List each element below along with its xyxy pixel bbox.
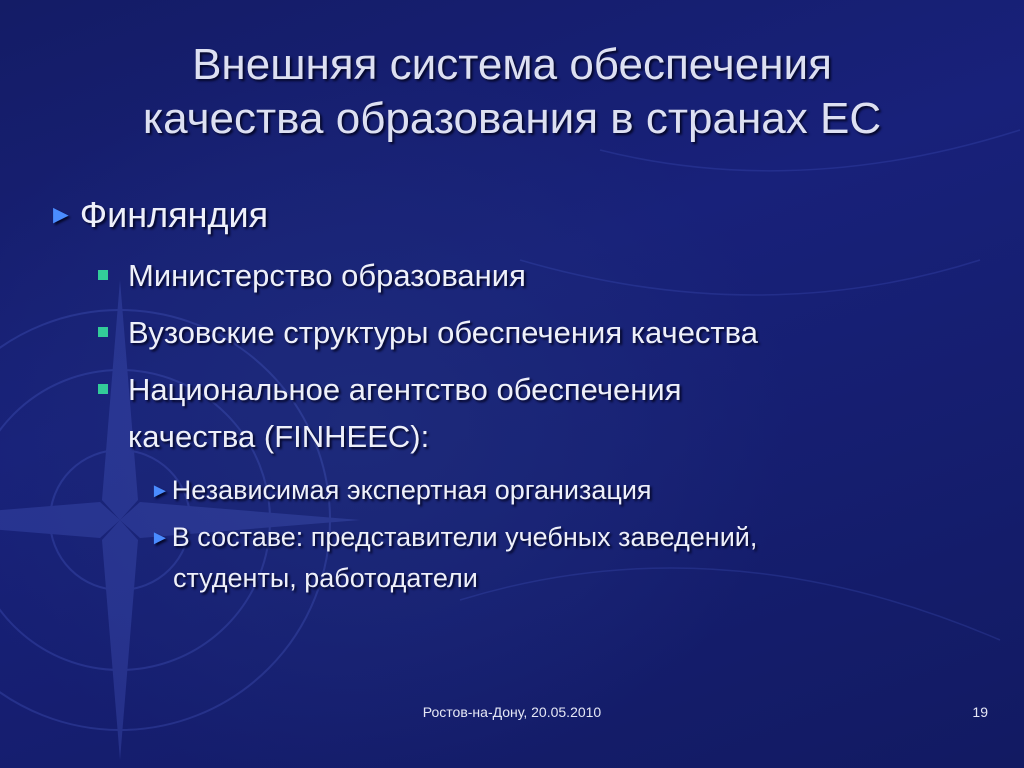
title-line-2: качества образования в странах ЕС [142, 94, 882, 143]
bullet-level1-finland [48, 192, 268, 237]
slide-number: 19 [972, 704, 988, 720]
square-bullet-icon [98, 384, 108, 394]
bullet-text-line-2: качества (FINHEEC): [128, 419, 430, 454]
square-bullet-icon [98, 270, 108, 280]
slide-footer: Ростов-на-Дону, 20.05.2010 [422, 704, 602, 720]
bullet-national-agency [98, 366, 682, 460]
bullet-text-line-1: Национальное агентство обеспечения [128, 372, 682, 407]
title-line-1: Внешняя система обеспечения [192, 40, 832, 89]
sub-bullet-text-line-1: В составе: представители учебных заведений, [171, 522, 758, 552]
sub-bullet-independent-org [150, 470, 652, 511]
bullet-text: Министерство образования [128, 258, 526, 293]
triangle-arrow-icon: ► [48, 199, 74, 229]
square-bullet-icon [98, 327, 108, 337]
triangle-arrow-icon: ► [150, 480, 170, 502]
sub-bullet-text-line-2: студенты, работодатели [173, 563, 478, 593]
bullet-level1-text: Финляндия [79, 194, 269, 235]
sub-bullet-composition [150, 517, 757, 598]
bullet-ministry [98, 252, 526, 299]
triangle-arrow-icon: ► [150, 527, 170, 549]
bullet-text: Вузовские структуры обеспечения качества [128, 315, 758, 350]
bullet-university-structures [98, 309, 758, 356]
sub-bullet-text: Независимая экспертная организация [171, 475, 652, 505]
